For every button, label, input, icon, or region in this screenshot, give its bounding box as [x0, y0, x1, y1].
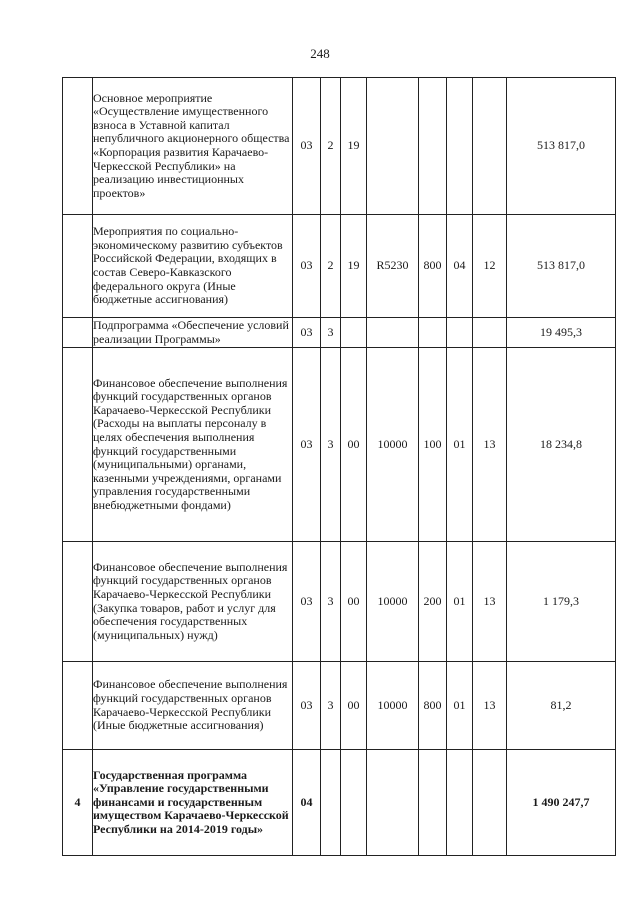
activity-code: 00 — [341, 348, 367, 542]
section-code: 04 — [447, 215, 473, 318]
subprogram-code: 3 — [321, 542, 341, 662]
table-row — [63, 542, 616, 662]
direction-code — [367, 318, 419, 348]
table-row — [63, 318, 616, 348]
expense-type-code — [419, 318, 447, 348]
page-number: 248 — [310, 46, 330, 61]
table-row — [63, 78, 616, 215]
row-name: Государственная программа «Управление государственными финансами и государственным имуществом Карачаево-Черкесской Республики на 2014-2019 годы» — [93, 750, 293, 856]
section-code — [447, 78, 473, 215]
direction-code: 10000 — [367, 542, 419, 662]
program-code: 03 — [293, 215, 321, 318]
subprogram-code — [321, 750, 341, 856]
subsection-code: 13 — [473, 348, 507, 542]
budget-table — [62, 77, 616, 856]
amount-cell: 18 234,8 — [507, 348, 616, 542]
program-code: 03 — [293, 78, 321, 215]
subprogram-code: 3 — [321, 318, 341, 348]
program-code: 03 — [293, 348, 321, 542]
program-code: 03 — [293, 542, 321, 662]
subprogram-code: 3 — [321, 662, 341, 750]
activity-code — [341, 318, 367, 348]
table-body — [63, 78, 616, 856]
activity-code: 00 — [341, 542, 367, 662]
row-name: Основное мероприятие «Осуществление имущественного взноса в Уставной капитал непубличного акционерного общества «Корпорация развития Карачаево-Черкесской Республики» на реализацию инвестиционных проектов» — [93, 78, 293, 215]
expense-type-code: 200 — [419, 542, 447, 662]
direction-code: 10000 — [367, 348, 419, 542]
expense-type-code — [419, 78, 447, 215]
subsection-code: 13 — [473, 542, 507, 662]
subprogram-code: 3 — [321, 348, 341, 542]
row-number — [63, 78, 93, 215]
subsection-code — [473, 750, 507, 856]
activity-code: 19 — [341, 78, 367, 215]
amount-cell: 19 495,3 — [507, 318, 616, 348]
row-number — [63, 662, 93, 750]
expense-type-code: 100 — [419, 348, 447, 542]
row-name: Финансовое обеспечение выполнения функций государственных органов Карачаево-Черкесской Республики (Закупка товаров, работ и услуг для обеспечения государственных (муниципальных) нужд) — [93, 542, 293, 662]
table-row — [63, 215, 616, 318]
amount-cell: 81,2 — [507, 662, 616, 750]
row-name: Подпрограмма «Обеспечение условий реализации Программы» — [93, 318, 293, 348]
amount-cell: 1 179,3 — [507, 542, 616, 662]
direction-code — [367, 750, 419, 856]
table-row — [63, 750, 616, 856]
direction-code — [367, 78, 419, 215]
activity-code: 19 — [341, 215, 367, 318]
amount-cell: 513 817,0 — [507, 78, 616, 215]
table-row — [63, 348, 616, 542]
row-name: Финансовое обеспечение выполнения функций государственных органов Карачаево-Черкесской Республики (Расходы на выплаты персоналу в целях обеспечения выполнения функций государственными (муниципальными) органами, казенными учреждениями, органами управления государственными внебюджетными фондами) — [93, 348, 293, 542]
row-number — [63, 542, 93, 662]
row-name: Финансовое обеспечение выполнения функций государственных органов Карачаево-Черкесской Республики (Иные бюджетные ассигнования) — [93, 662, 293, 750]
activity-code — [341, 750, 367, 856]
subsection-code: 12 — [473, 215, 507, 318]
section-code: 01 — [447, 542, 473, 662]
row-number — [63, 215, 93, 318]
table-row — [63, 662, 616, 750]
direction-code: R5230 — [367, 215, 419, 318]
activity-code: 00 — [341, 662, 367, 750]
direction-code: 10000 — [367, 662, 419, 750]
section-code — [447, 318, 473, 348]
subprogram-code: 2 — [321, 78, 341, 215]
section-code: 01 — [447, 348, 473, 542]
section-code — [447, 750, 473, 856]
program-code: 04 — [293, 750, 321, 856]
row-name: Мероприятия по социально-экономическому развитию субъектов Российской Федерации, входящих в состав Северо-Кавказского федерального округа (Иные бюджетные ассигнования) — [93, 215, 293, 318]
expense-type-code: 800 — [419, 662, 447, 750]
program-code: 03 — [293, 662, 321, 750]
amount-cell: 513 817,0 — [507, 215, 616, 318]
subsection-code — [473, 78, 507, 215]
row-number — [63, 348, 93, 542]
subsection-code — [473, 318, 507, 348]
expense-type-code — [419, 750, 447, 856]
row-number — [63, 318, 93, 348]
section-code: 01 — [447, 662, 473, 750]
expense-type-code: 800 — [419, 215, 447, 318]
amount-cell: 1 490 247,7 — [507, 750, 616, 856]
subprogram-code: 2 — [321, 215, 341, 318]
subsection-code: 13 — [473, 662, 507, 750]
program-code: 03 — [293, 318, 321, 348]
row-number: 4 — [63, 750, 93, 856]
